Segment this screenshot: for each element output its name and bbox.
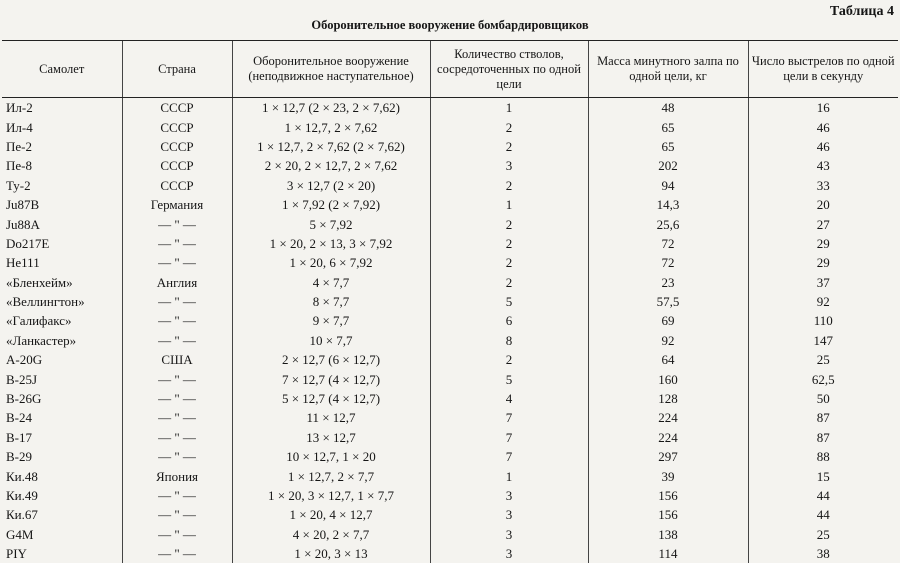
cell-country: — " — [122, 447, 232, 466]
table-row [2, 176, 898, 195]
header-country: Страна [122, 41, 232, 98]
cell-barrels: 1 [430, 98, 588, 118]
cell-country: — " — [122, 369, 232, 388]
cell-aircraft: Ту-2 [2, 176, 122, 195]
cell-armament: 5 × 12,7 (4 × 12,7) [232, 389, 430, 408]
cell-salvo-mass: 48 [588, 98, 748, 118]
cell-shots-per-second: 92 [748, 292, 898, 311]
table-row [2, 486, 898, 505]
cell-shots-per-second: 44 [748, 486, 898, 505]
cell-salvo-mass: 14,3 [588, 195, 748, 214]
cell-barrels: 5 [430, 369, 588, 388]
cell-barrels: 3 [430, 544, 588, 563]
cell-shots-per-second: 16 [748, 98, 898, 118]
cell-salvo-mass: 156 [588, 486, 748, 505]
table-caption: Оборонительное вооружение бомбардировщиков [0, 18, 900, 33]
cell-shots-per-second: 46 [748, 117, 898, 136]
cell-salvo-mass: 138 [588, 525, 748, 544]
cell-barrels: 2 [430, 137, 588, 156]
table-row [2, 234, 898, 253]
cell-shots-per-second: 38 [748, 544, 898, 563]
cell-armament: 7 × 12,7 (4 × 12,7) [232, 369, 430, 388]
cell-shots-per-second: 43 [748, 156, 898, 175]
cell-barrels: 7 [430, 428, 588, 447]
cell-shots-per-second: 15 [748, 466, 898, 485]
cell-armament: 10 × 7,7 [232, 331, 430, 350]
cell-armament: 1 × 12,7, 2 × 7,62 (2 × 7,62) [232, 137, 430, 156]
header-shots-per-second: Число выстрелов по одной цели в секунду [748, 41, 898, 98]
table-row [2, 466, 898, 485]
cell-armament: 4 × 20, 2 × 7,7 [232, 525, 430, 544]
cell-barrels: 4 [430, 389, 588, 408]
cell-salvo-mass: 25,6 [588, 214, 748, 233]
table-row [2, 195, 898, 214]
cell-shots-per-second: 44 [748, 505, 898, 524]
cell-aircraft: B-25J [2, 369, 122, 388]
cell-salvo-mass: 64 [588, 350, 748, 369]
cell-aircraft: B-26G [2, 389, 122, 408]
cell-barrels: 2 [430, 234, 588, 253]
cell-country: — " — [122, 525, 232, 544]
cell-aircraft: Do217E [2, 234, 122, 253]
cell-shots-per-second: 88 [748, 447, 898, 466]
header-aircraft: Самолет [2, 41, 122, 98]
cell-barrels: 1 [430, 195, 588, 214]
cell-armament: 1 × 20, 2 × 13, 3 × 7,92 [232, 234, 430, 253]
cell-shots-per-second: 29 [748, 234, 898, 253]
table-row [2, 137, 898, 156]
cell-aircraft: «Веллингтон» [2, 292, 122, 311]
table-row [2, 214, 898, 233]
cell-shots-per-second: 46 [748, 137, 898, 156]
cell-salvo-mass: 69 [588, 311, 748, 330]
cell-salvo-mass: 224 [588, 408, 748, 427]
cell-salvo-mass: 202 [588, 156, 748, 175]
cell-armament: 9 × 7,7 [232, 311, 430, 330]
cell-country: — " — [122, 486, 232, 505]
cell-country: — " — [122, 331, 232, 350]
cell-armament: 5 × 7,92 [232, 214, 430, 233]
table-row [2, 331, 898, 350]
cell-country: — " — [122, 214, 232, 233]
cell-shots-per-second: 110 [748, 311, 898, 330]
cell-shots-per-second: 62,5 [748, 369, 898, 388]
cell-aircraft: Ки.67 [2, 505, 122, 524]
cell-aircraft: Пе-8 [2, 156, 122, 175]
cell-country: — " — [122, 428, 232, 447]
cell-country: СССР [122, 176, 232, 195]
cell-aircraft: Ju88A [2, 214, 122, 233]
cell-barrels: 3 [430, 505, 588, 524]
cell-country: Япония [122, 466, 232, 485]
cell-salvo-mass: 57,5 [588, 292, 748, 311]
cell-aircraft: G4M [2, 525, 122, 544]
cell-salvo-mass: 224 [588, 428, 748, 447]
cell-barrels: 2 [430, 176, 588, 195]
cell-barrels: 2 [430, 350, 588, 369]
cell-armament: 1 × 20, 3 × 12,7, 1 × 7,7 [232, 486, 430, 505]
header-barrels: Количество стволов, сосредоточенных по одной цели [430, 41, 588, 98]
table-row [2, 311, 898, 330]
cell-country: США [122, 350, 232, 369]
cell-country: — " — [122, 253, 232, 272]
table-row [2, 117, 898, 136]
cell-armament: 2 × 12,7 (6 × 12,7) [232, 350, 430, 369]
header-salvo-mass: Масса минутного залпа по одной цели, кг [588, 41, 748, 98]
cell-armament: 1 × 12,7 (2 × 23, 2 × 7,62) [232, 98, 430, 118]
cell-country: СССР [122, 98, 232, 118]
cell-shots-per-second: 25 [748, 350, 898, 369]
cell-salvo-mass: 297 [588, 447, 748, 466]
cell-armament: 1 × 20, 6 × 7,92 [232, 253, 430, 272]
cell-salvo-mass: 65 [588, 117, 748, 136]
cell-aircraft: PIY [2, 544, 122, 563]
cell-aircraft: «Галифакс» [2, 311, 122, 330]
cell-barrels: 8 [430, 331, 588, 350]
cell-aircraft: Ки.49 [2, 486, 122, 505]
cell-armament: 13 × 12,7 [232, 428, 430, 447]
cell-salvo-mass: 92 [588, 331, 748, 350]
table-row [2, 253, 898, 272]
cell-country: СССР [122, 156, 232, 175]
cell-country: — " — [122, 311, 232, 330]
cell-armament: 8 × 7,7 [232, 292, 430, 311]
cell-aircraft: Ил-4 [2, 117, 122, 136]
cell-armament: 1 × 20, 3 × 13 [232, 544, 430, 563]
table-row [2, 447, 898, 466]
cell-shots-per-second: 37 [748, 273, 898, 292]
cell-salvo-mass: 72 [588, 253, 748, 272]
cell-salvo-mass: 23 [588, 273, 748, 292]
cell-shots-per-second: 27 [748, 214, 898, 233]
cell-salvo-mass: 94 [588, 176, 748, 195]
cell-armament: 11 × 12,7 [232, 408, 430, 427]
cell-aircraft: B-29 [2, 447, 122, 466]
cell-country: СССР [122, 137, 232, 156]
cell-shots-per-second: 25 [748, 525, 898, 544]
cell-armament: 2 × 20, 2 × 12,7, 2 × 7,62 [232, 156, 430, 175]
cell-shots-per-second: 29 [748, 253, 898, 272]
cell-barrels: 2 [430, 117, 588, 136]
cell-aircraft: B-24 [2, 408, 122, 427]
cell-barrels: 5 [430, 292, 588, 311]
cell-armament: 3 × 12,7 (2 × 20) [232, 176, 430, 195]
cell-salvo-mass: 128 [588, 389, 748, 408]
cell-armament: 1 × 20, 4 × 12,7 [232, 505, 430, 524]
cell-armament: 4 × 7,7 [232, 273, 430, 292]
cell-salvo-mass: 160 [588, 369, 748, 388]
cell-barrels: 7 [430, 408, 588, 427]
cell-barrels: 6 [430, 311, 588, 330]
cell-shots-per-second: 147 [748, 331, 898, 350]
cell-barrels: 1 [430, 466, 588, 485]
cell-shots-per-second: 20 [748, 195, 898, 214]
cell-barrels: 3 [430, 156, 588, 175]
cell-aircraft: «Ланкастер» [2, 331, 122, 350]
cell-country: Англия [122, 273, 232, 292]
table-row [2, 156, 898, 175]
cell-salvo-mass: 65 [588, 137, 748, 156]
cell-aircraft: Ju87B [2, 195, 122, 214]
cell-country: — " — [122, 408, 232, 427]
table-row [2, 292, 898, 311]
cell-country: — " — [122, 505, 232, 524]
cell-country: СССР [122, 117, 232, 136]
cell-aircraft: «Бленхейм» [2, 273, 122, 292]
table-row [2, 428, 898, 447]
table-body [2, 98, 898, 563]
cell-aircraft: B-17 [2, 428, 122, 447]
cell-country: Германия [122, 195, 232, 214]
cell-armament: 10 × 12,7, 1 × 20 [232, 447, 430, 466]
cell-aircraft: Ки.48 [2, 466, 122, 485]
cell-shots-per-second: 50 [748, 389, 898, 408]
cell-armament: 1 × 12,7, 2 × 7,62 [232, 117, 430, 136]
header-armament: Оборонительное вооружение (неподвижное наступательное) [232, 41, 430, 98]
cell-armament: 1 × 7,92 (2 × 7,92) [232, 195, 430, 214]
cell-barrels: 2 [430, 214, 588, 233]
cell-shots-per-second: 87 [748, 408, 898, 427]
cell-aircraft: A-20G [2, 350, 122, 369]
cell-barrels: 2 [430, 253, 588, 272]
cell-armament: 1 × 12,7, 2 × 7,7 [232, 466, 430, 485]
header-row [2, 41, 898, 98]
table-row [2, 525, 898, 544]
cell-shots-per-second: 87 [748, 428, 898, 447]
cell-salvo-mass: 39 [588, 466, 748, 485]
cell-country: — " — [122, 389, 232, 408]
cell-salvo-mass: 156 [588, 505, 748, 524]
cell-barrels: 7 [430, 447, 588, 466]
table-row [2, 98, 898, 118]
table-row [2, 350, 898, 369]
cell-salvo-mass: 114 [588, 544, 748, 563]
table-row [2, 408, 898, 427]
bomber-armament-table [2, 40, 898, 563]
table-row [2, 369, 898, 388]
cell-shots-per-second: 33 [748, 176, 898, 195]
table-row [2, 505, 898, 524]
cell-barrels: 3 [430, 486, 588, 505]
cell-salvo-mass: 72 [588, 234, 748, 253]
cell-aircraft: Пе-2 [2, 137, 122, 156]
table-row [2, 544, 898, 563]
cell-aircraft: Ил-2 [2, 98, 122, 118]
cell-country: — " — [122, 234, 232, 253]
cell-aircraft: He111 [2, 253, 122, 272]
cell-country: — " — [122, 544, 232, 563]
table-row [2, 389, 898, 408]
cell-barrels: 3 [430, 525, 588, 544]
cell-country: — " — [122, 292, 232, 311]
table-number: Таблица 4 [830, 4, 894, 20]
table-row [2, 273, 898, 292]
cell-barrels: 2 [430, 273, 588, 292]
